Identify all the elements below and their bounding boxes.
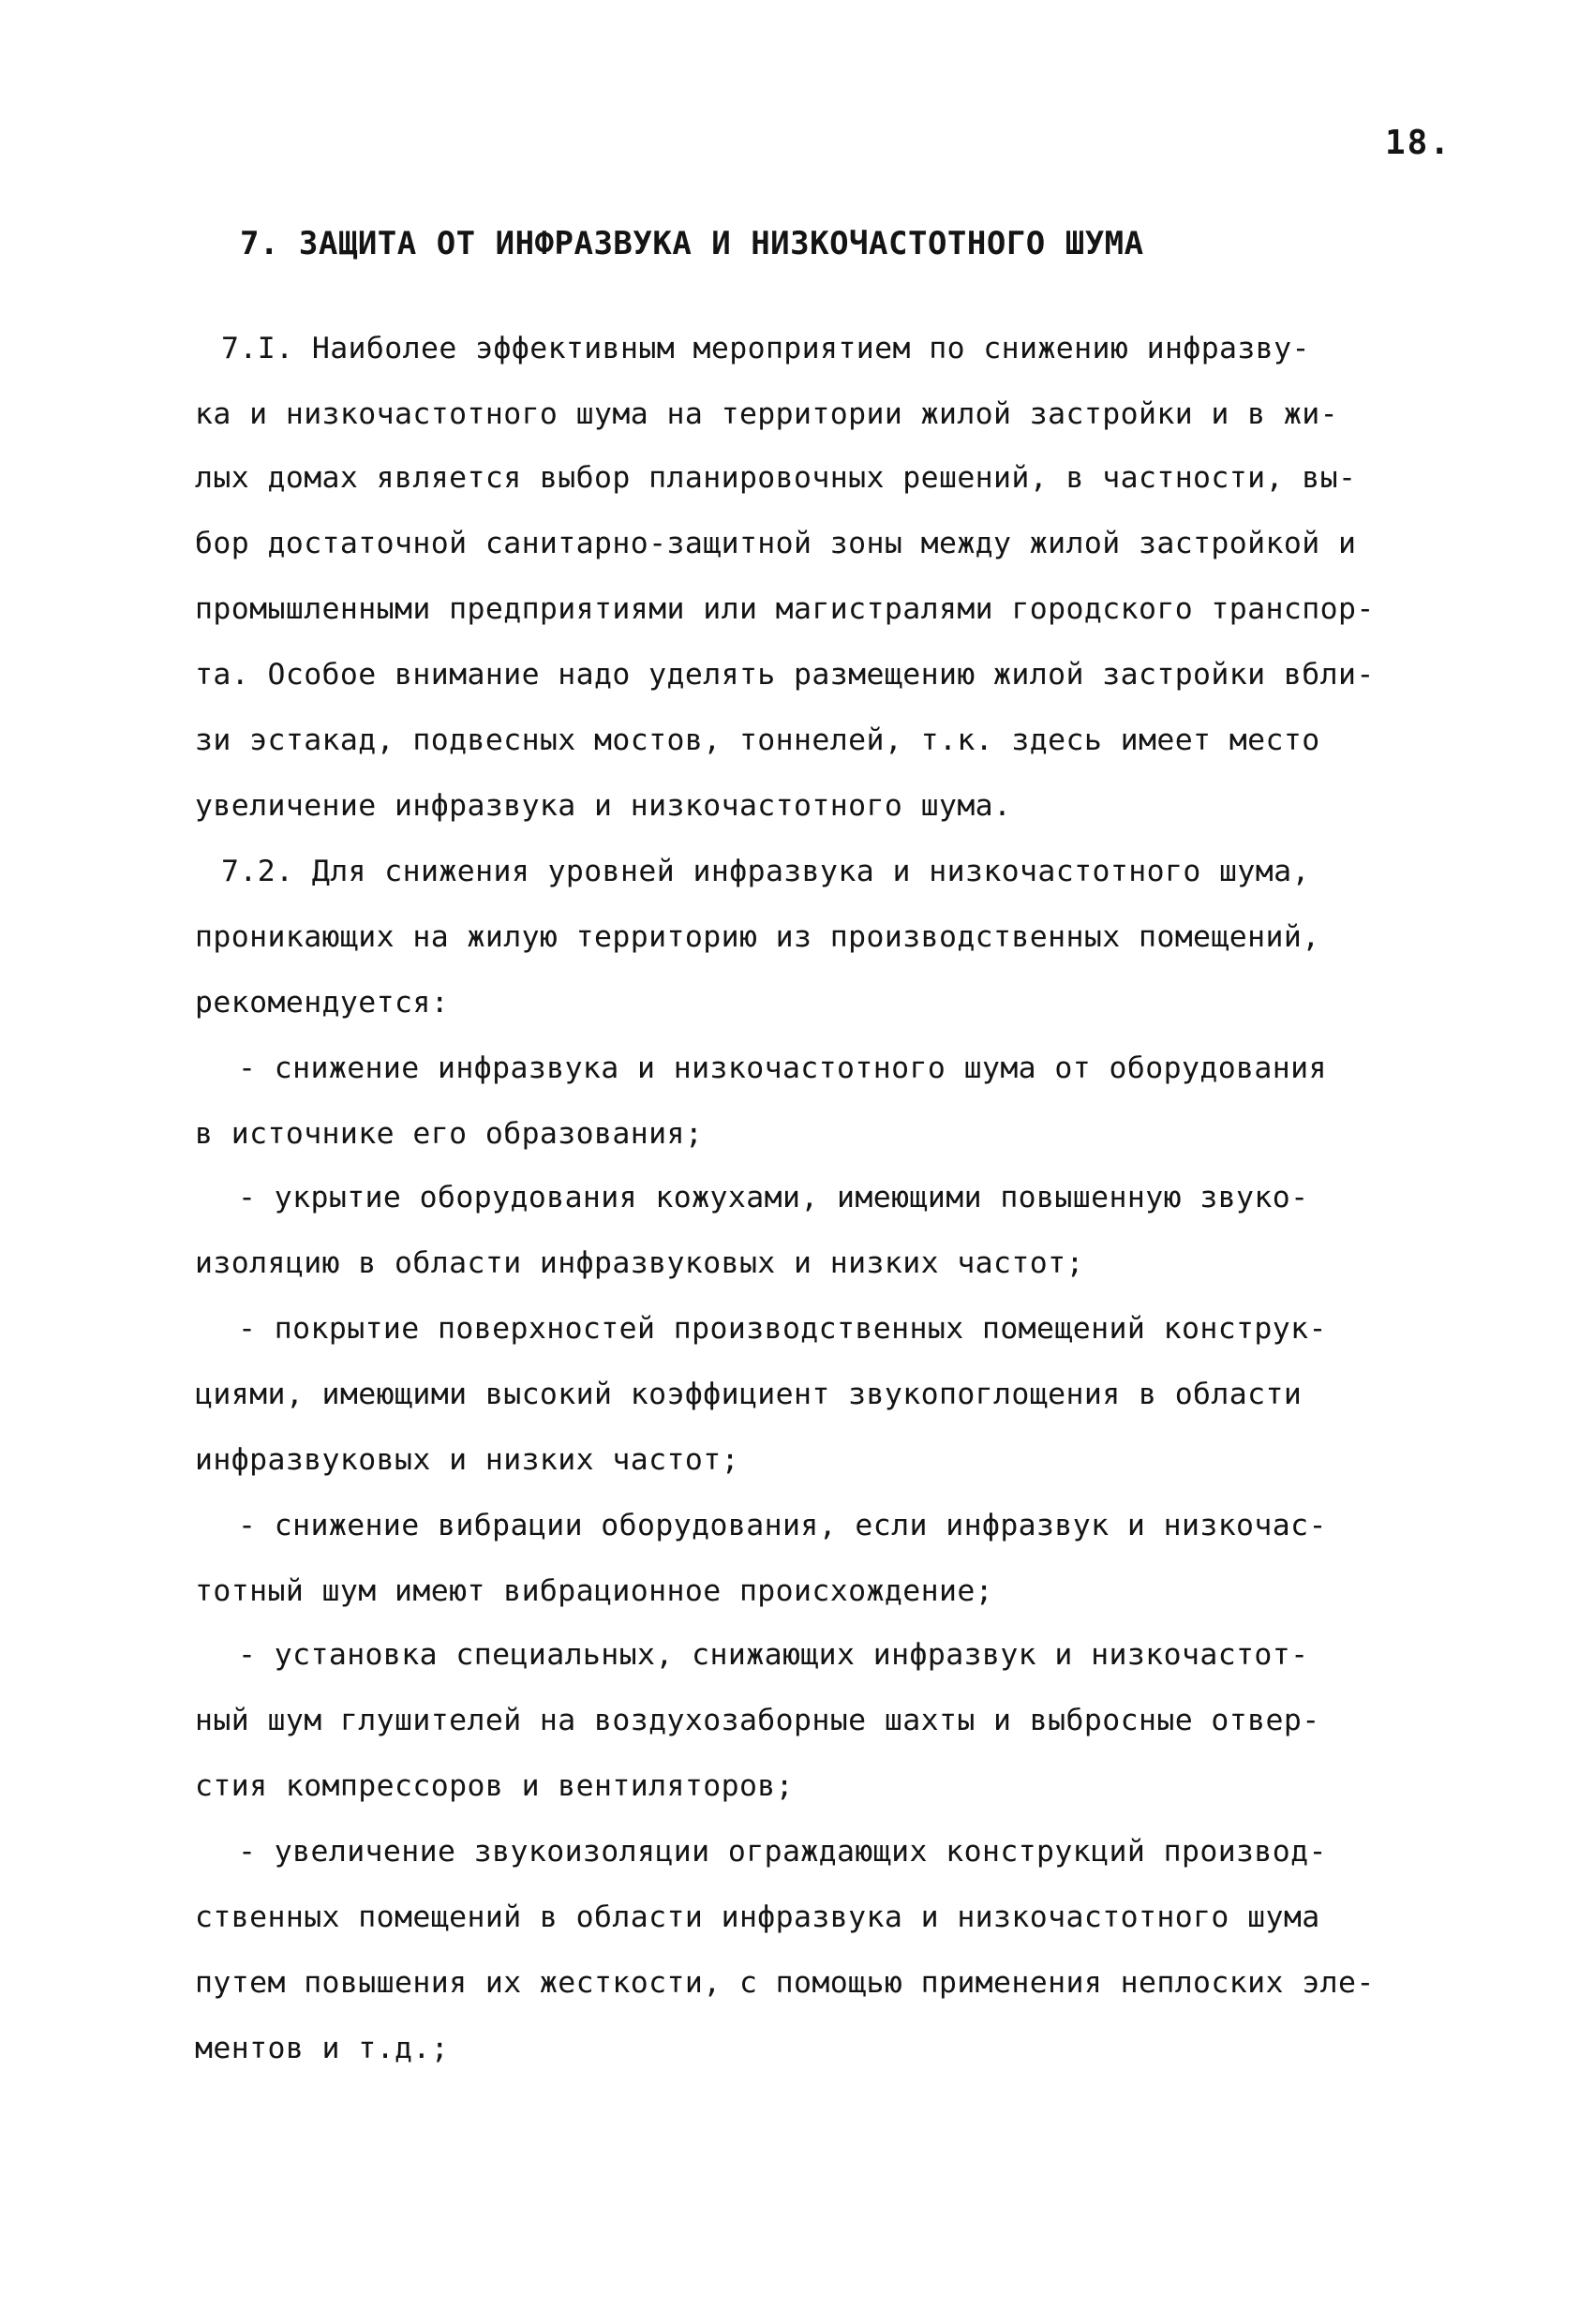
text-line: рекомендуется:	[195, 986, 450, 1020]
text-line: - установка специальных, снижающих инфразвук и низкочастот-	[238, 1638, 1309, 1672]
text-line: ственных помещений в области инфразвука и низкочастотного шума	[195, 1900, 1320, 1934]
text-line: зи эстакад, подвесных мостов, тоннелей, т.к. здесь имеет место	[195, 723, 1320, 757]
text-line: тотный шум имеют вибрационное происхождение;	[195, 1574, 994, 1608]
text-line: 7.2. Для снижения уровней инфразвука и низкочастотного шума,	[221, 855, 1310, 888]
text-line: 7.I. Наиболее эффективным мероприятием по снижению инфразву-	[221, 332, 1310, 365]
text-line: инфразвуковых и низких частот;	[195, 1443, 739, 1477]
text-line: ный шум глушителей на воздухозаборные шахты и выбросные отвер-	[195, 1704, 1320, 1737]
text-line: бор достаточной санитарно-защитной зоны между жилой застройкой и	[195, 527, 1357, 560]
section-heading: 7. ЗАЩИТА ОТ ИНФРАЗВУКА И НИЗКОЧАСТОТНОГО ШУМА	[240, 225, 1144, 262]
text-line: - снижение инфразвука и низкочастотного шума от оборудования	[238, 1051, 1327, 1085]
text-line: ка и низкочастотного шума на территории жилой застройки и в жи-	[195, 397, 1338, 431]
text-line: увеличение инфразвука и низкочастотного шума.	[195, 789, 1012, 823]
text-line: лых домах является выбор планировочных решений, в частности, вы-	[195, 461, 1357, 495]
text-line: изоляцию в области инфразвуковых и низких частот;	[195, 1246, 1084, 1280]
text-line: путем повышения их жесткости, с помощью применения неплоских эле-	[195, 1966, 1375, 2000]
text-line: - снижение вибрации оборудования, если инфразвук и низкочас-	[238, 1509, 1327, 1542]
page-number: 18.	[1385, 124, 1452, 162]
text-line: в источнике его образования;	[195, 1117, 704, 1151]
text-line: стия компрессоров и вентиляторов;	[195, 1769, 795, 1803]
text-line: ментов и т.д.;	[195, 2032, 450, 2065]
text-line: промышленными предприятиями или магистралями городского транспор-	[195, 592, 1375, 626]
text-line: - укрытие оборудования кожухами, имеющими повышенную звуко-	[238, 1181, 1309, 1214]
text-line: проникающих на жилую территорию из производственных помещений,	[195, 920, 1320, 954]
text-line: - покрытие поверхностей производственных помещений конструк-	[238, 1312, 1327, 1346]
text-line: - увеличение звукоизоляции ограждающих конструкций производ-	[238, 1835, 1327, 1869]
text-line: та. Особое внимание надо уделять размещению жилой застройки вбли-	[195, 658, 1375, 692]
text-line: циями, имеющими высокий коэффициент звукопоглощения в области	[195, 1378, 1303, 1411]
